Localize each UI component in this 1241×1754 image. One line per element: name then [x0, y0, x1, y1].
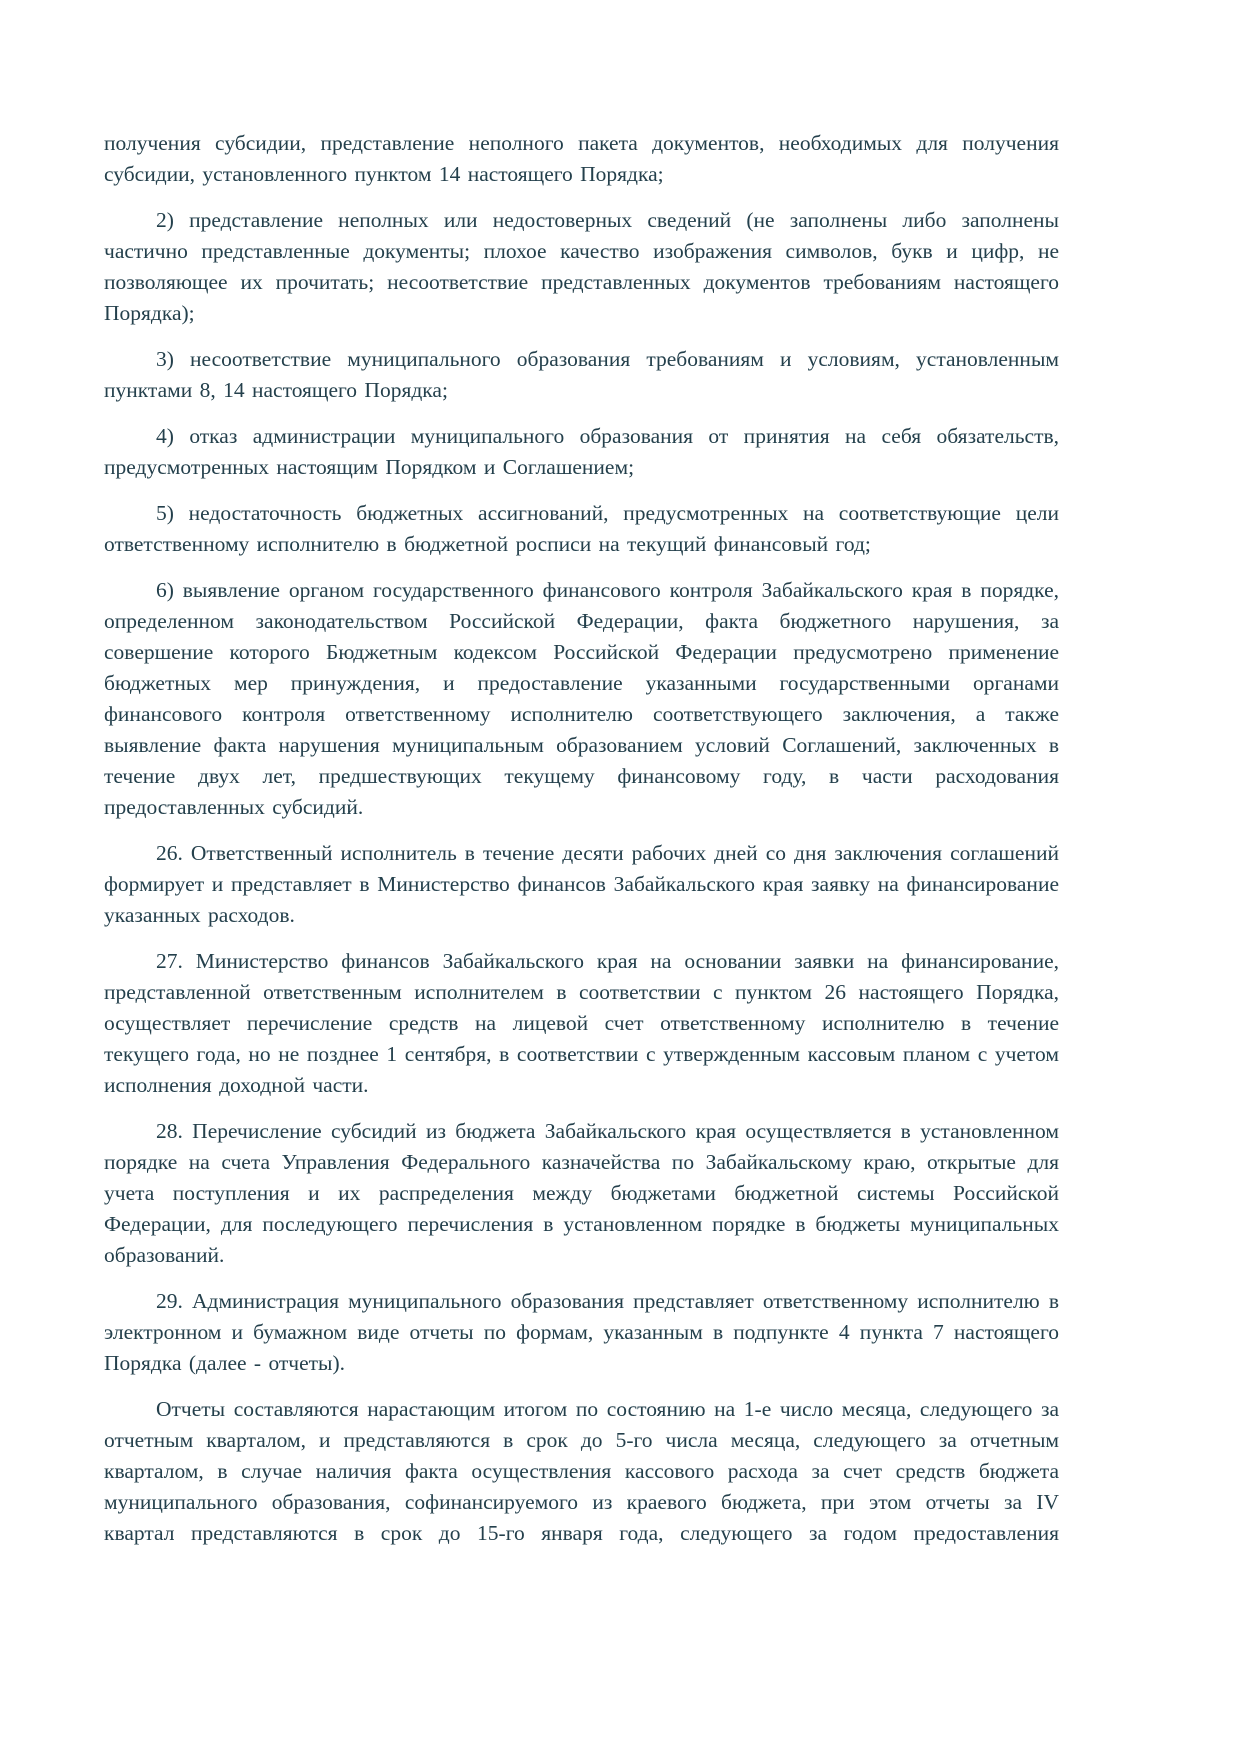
paragraph-subitem-2: 2) представление неполных или недостоверных сведений (не заполнены либо заполнены частично представленные документы; плохое качество изображения символов, букв и цифр, не позволяющее их прочитать; несоответствие представленных документов требованиям настоящего Порядка); [104, 208, 1059, 325]
paragraph-item-28: 28. Перечисление субсидий из бюджета Забайкальского края осуществляется в установленном порядке на счета Управления Федерального казначейства по Забайкальскому краю, открытые для учета поступления и их распределения между бюджетами бюджетной системы Российской Федерации, для последующего перечисления в установленном порядке в бюджеты муниципальных образований. [104, 1119, 1059, 1267]
paragraph-continuation: получения субсидии, представление неполного пакета документов, необходимых для получения субсидии, установленного пунктом 14 настоящего Порядка; [104, 131, 1059, 186]
paragraph-subitem-4: 4) отказ администрации муниципального образования от принятия на себя обязательств, предусмотренных настоящим Порядком и Соглашением; [104, 424, 1059, 479]
paragraph-item-29: 29. Администрация муниципального образования представляет ответственному исполнителю в электронном и бумажном виде отчеты по формам, указанным в подпункте 4 пункта 7 настоящего Порядка (далее - отчеты). [104, 1289, 1059, 1375]
paragraph-subitem-6: 6) выявление органом государственного финансового контроля Забайкальского края в порядке, определенном законодательством Российской Федерации, факта бюджетного нарушения, за совершение которого Бюджетным кодексом Российской Федерации предусмотрено применение бюджетных мер принуждения, и предоставление указанными государственными органами финансового контроля ответственному исполнителю соответствующего заключения, а также выявление факта нарушения муниципальным образованием условий Соглашений, заключенных в течение двух лет, предшествующих текущему финансовому году, в части расходования предоставленных субсидий. [104, 578, 1059, 819]
paragraph-reports-schedule: Отчеты составляются нарастающим итогом по состоянию на 1-е число месяца, следующего за отчетным кварталом, и представляются в срок до 5-го числа месяца, следующего за отчетным кварталом, в случае наличия факта осуществления кассового расхода за счет средств бюджета муниципального образования, софинансируемого из краевого бюджета, при этом отчеты за IV квартал представляются в срок до 15-го января года, следующего за годом предоставления [104, 1397, 1059, 1545]
paragraph-subitem-5: 5) недостаточность бюджетных ассигнований, предусмотренных на соответствующие цели ответственному исполнителю в бюджетной росписи на текущий финансовый год; [104, 501, 1059, 556]
paragraph-subitem-3: 3) несоответствие муниципального образования требованиям и условиям, установленным пунктами 8, 14 настоящего Порядка; [104, 347, 1059, 402]
document-content [104, 128, 1059, 1549]
paragraph-item-27: 27. Министерство финансов Забайкальского края на основании заявки на финансирование, представленной ответственным исполнителем в соответствии с пунктом 26 настоящего Порядка, осуществляет перечисление средств на лицевой счет ответственному исполнителю в течение текущего года, но не позднее 1 сентября, в соответствии с утвержденным кассовым планом с учетом исполнения доходной части. [104, 949, 1059, 1097]
paragraph-item-26: 26. Ответственный исполнитель в течение десяти рабочих дней со дня заключения соглашений формирует и представляет в Министерство финансов Забайкальского края заявку на финансирование указанных расходов. [104, 841, 1059, 927]
